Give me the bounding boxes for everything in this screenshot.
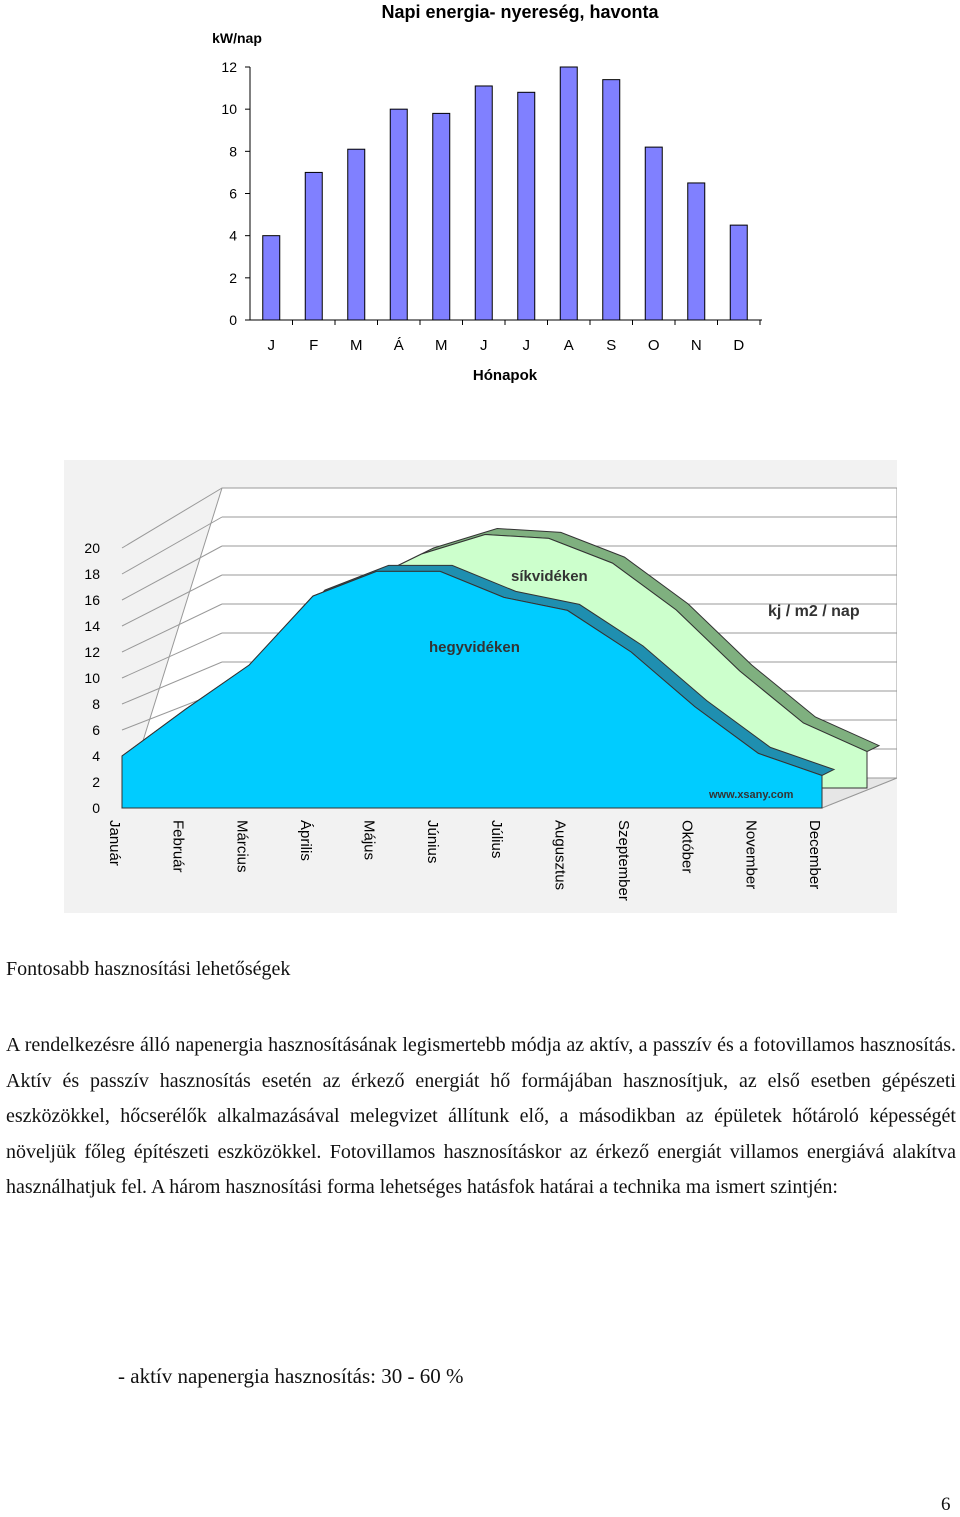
chart2-x-tick-label: Január [106,820,123,866]
chart1-x-tick-label: M [435,337,448,354]
chart2-y-tick-label: 6 [92,722,100,738]
chart2-y-tick-label: 12 [84,644,100,660]
chart1-x-tick-label: J [267,337,275,354]
chart1-x-label: Hónapok [472,367,538,384]
chart1-bar [433,113,450,320]
chart1-title: Napi energia- nyereség, havonta [381,2,659,22]
chart2-x-tick-label: November [742,820,760,890]
chart1-bar [390,109,407,320]
chart2-x-tick-label: Május [360,820,378,861]
monthly-energy-bar-chart [195,0,785,395]
chart2-y-tick-label: 16 [84,592,100,608]
chart2-y-tick-label: 10 [84,670,100,686]
chart1-y-tick-label: 10 [221,101,237,118]
series-label-sikvideken: síkvidéken [511,568,588,585]
chart1-bar [560,67,577,320]
chart1-x-tick-label: O [647,337,660,354]
chart1-y-tick-label: 12 [221,59,237,75]
chart1-x-tick-label: M [350,337,363,354]
chart1-bar [730,225,747,320]
page-number: 6 [941,1494,951,1515]
chart2-y-tick-label: 4 [92,748,100,764]
section-heading: Fontosabb hasznosítási lehetőségek [6,958,291,980]
chart2-y-tick-label: 14 [84,618,100,634]
chart1-y-unit: kW/nap [212,30,262,46]
chart1-y-tick-label: 4 [229,227,237,244]
chart2-x-tick-label: Augusztus [551,820,569,891]
chart1-y-tick-label: 8 [229,143,237,160]
chart2-x-tick-label: Február [169,820,187,873]
bullet-item: - aktív napenergia hasznosítás: 30 - 60 % [118,1364,464,1388]
chart1-x-tick-label: J [480,337,488,354]
chart1-bar [603,80,620,320]
chart1-y-tick-label: 2 [229,269,237,286]
series-label-hegyvideken: hegyvidéken [429,639,520,656]
chart2-x-tick-label: December [806,820,823,890]
chart2-y-tick-label: 8 [92,696,100,712]
chart1-x-tick-label: F [309,337,319,354]
chart2-y-tick-label: 0 [92,800,100,816]
chart2-y-tick-label: 18 [84,566,100,582]
chart1-y-tick-label: 0 [229,312,237,328]
chart2-x-tick-label: Szeptember [615,820,633,901]
body-paragraph: A rendelkezésre álló napenergia hasznosításának legismertebb módja az aktív, a passzív és a fotovillamos hasznosítás. Aktív és passzív hasznosítás esetén az érkező energiát hő formájában hasznosítjuk, az első esetben gépészeti eszközökkel, hőcserélők alkalmazásával melegvizet állítunk elő, a másodikban az épületek hőtároló képességét növeljük főleg építészeti eszközökkel. Fotovillamos hasznosításkor az érkező energiát villamos energiává alakítva használhatjuk fel. A három hasznosítási forma lehetséges hatásfok határai a technika ma ismert szintjén: [6,1034,956,1198]
chart1-bar [348,149,365,320]
chart1-x-tick-label: S [606,337,617,354]
chart1-bar [518,92,535,320]
chart1-bar [305,172,322,320]
chart2-x-tick-label: Július [487,820,505,859]
chart1-bar [688,183,705,320]
chart1-bar [645,147,662,320]
chart2-x-tick-label: Április [296,820,314,861]
chart1-x-tick-label: D [733,337,745,354]
chart1-bar [263,236,280,320]
chart2-y-tick-label: 20 [84,540,100,556]
chart1-x-tick-label: Á [393,337,404,354]
chart2-unit-label: kj / m2 / nap [768,603,860,620]
regional-solar-area-chart [64,460,897,913]
chart1-x-tick-label: J [522,337,530,354]
chart1-x-tick-label: N [690,337,702,354]
chart1-y-tick-label: 6 [229,185,237,202]
chart1-bar [475,86,492,320]
chart2-y-tick-label: 2 [92,774,100,790]
chart2-watermark: www.xsany.com [709,789,794,801]
chart1-x-tick-label: A [563,337,574,354]
chart2-x-tick-label: Március [233,820,251,873]
chart2-x-tick-label: Október [678,820,696,874]
chart2-x-tick-label: Június [424,820,442,864]
